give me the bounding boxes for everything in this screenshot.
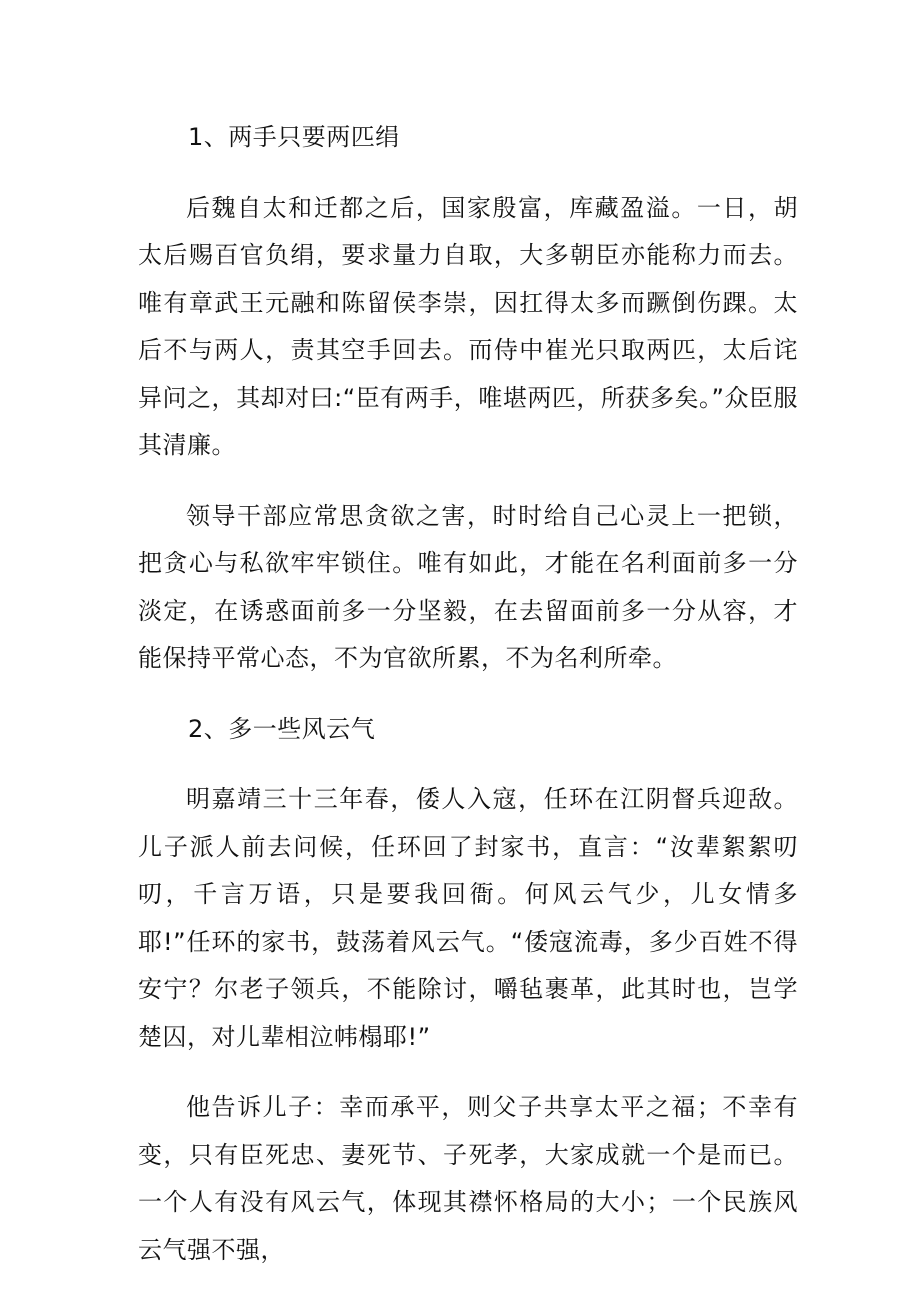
section-1-paragraph-1: 后魏自太和迁都之后，国家殷富，库藏盈溢。一日，胡太后赐百官负绢，要求量力自取，大多朝臣亦能称力而去。唯有章武王元融和陈留侯李崇，因扛得太多而蹶倒伤踝。太后不与两人，责其空手回去。而侍中崔光只取两匹，太后诧异问之，其却对曰:“臣有两手，唯堪两匹，所获多矣。”众臣服其清廉。	[138, 193, 798, 459]
section-2-paragraph-2: 他告诉儿子：幸而承平，则父子共享太平之福；不幸有变，只有臣死忠、妻死节、子死孝，大家成就一个是而已。一个人有没有风云气，体现其襟怀格局的大小；一个民族风云气强不强，	[138, 1093, 798, 1264]
section-2-paragraph-1: 明嘉靖三十三年春，倭人入寇，任环在江阴督兵迎敌。儿子派人前去问候，任环回了封家书，直言：“汝辈絮絮叨叨，千言万语，只是要我回衙。何风云气少，儿女情多耶!”任环的家书，鼓荡着风云气。“倭寇流毒，多少百姓不得安宁？尔老子领兵，不能除讨，嚼毡裹革，此其时也，岂学楚囚，对儿辈相泣帏榻耶!”	[138, 785, 798, 1051]
section-1-heading: 1、两手只要两匹绢	[188, 123, 400, 151]
section-1-paragraph-2: 领导干部应常思贪欲之害，时时给自己心灵上一把锁，把贪心与私欲牢牢锁住。唯有如此，才能在名利面前多一分淡定，在诱惑面前多一分坚毅，在去留面前多一分从容，才能保持平常心态，不为官欲所累，不为名利所牵。	[138, 501, 798, 672]
document-page	[138, 114, 798, 1274]
section-2-heading: 2、多一些风云气	[188, 714, 376, 743]
